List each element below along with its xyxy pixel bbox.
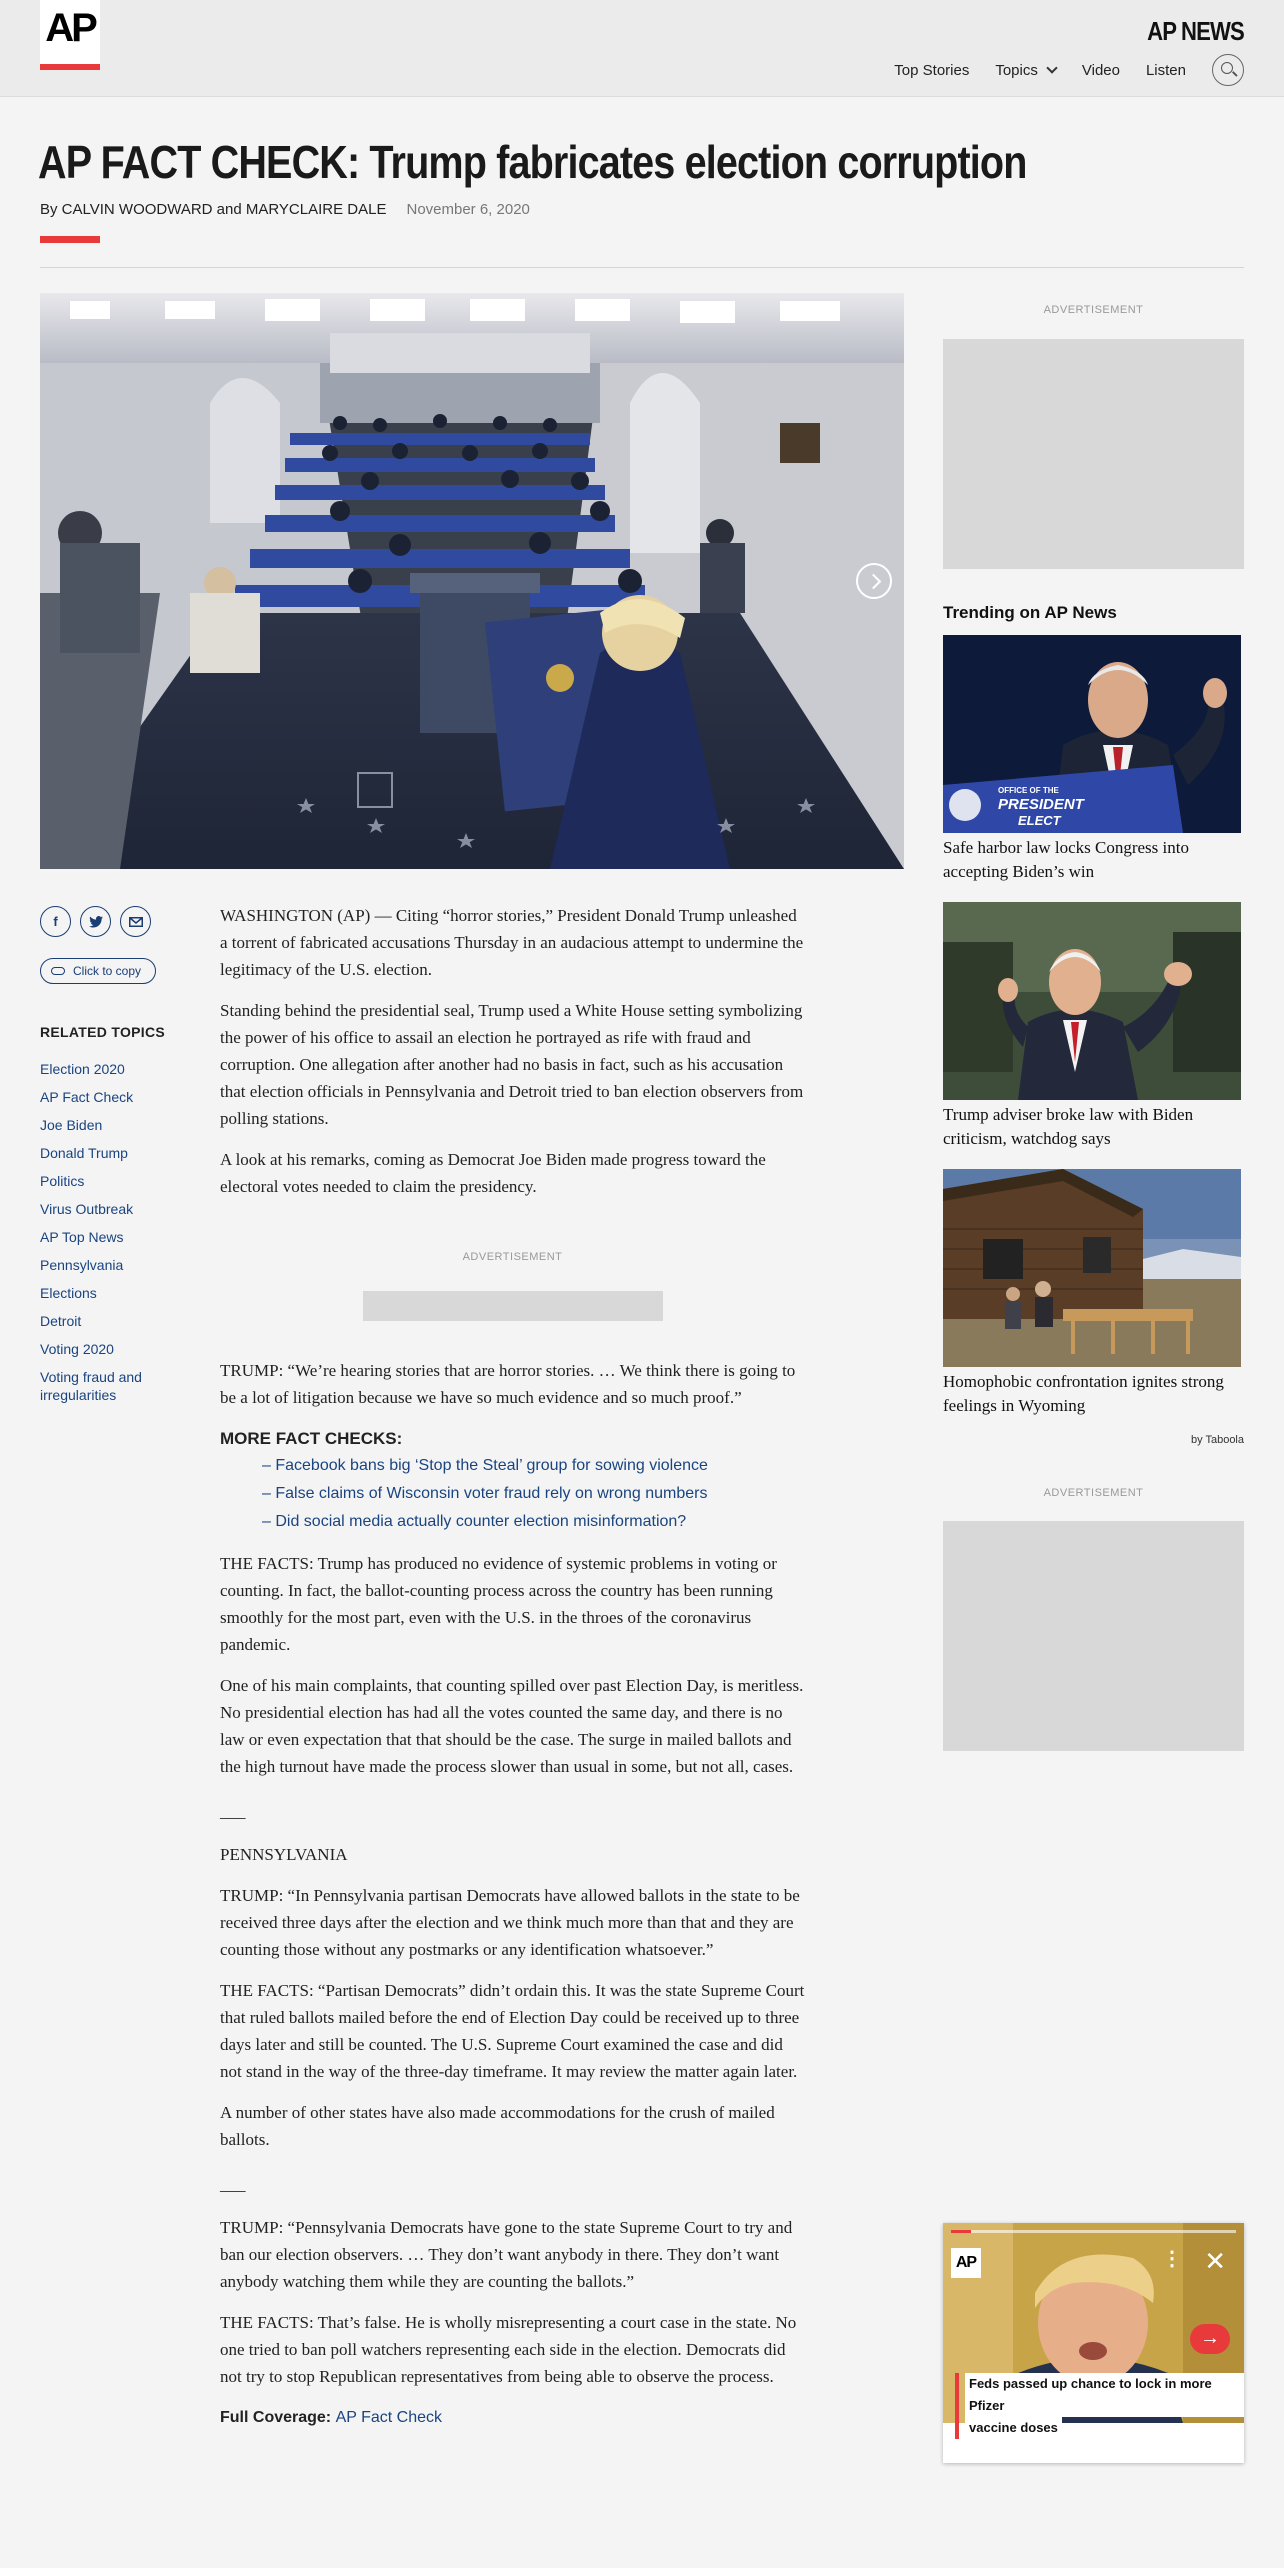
facebook-icon[interactable]: f [40,906,71,937]
logo-red-bar [40,64,100,70]
podium-text-office: OFFICE OF THE [998,786,1059,795]
full-coverage-label: Full Coverage: [220,2409,332,2426]
full-coverage-link[interactable]: AP Fact Check [335,2409,443,2426]
video-frame[interactable] [943,2223,1244,2435]
biden-photo [943,635,1241,833]
podium-text-president: PRESIDENT [998,796,1084,813]
wyoming-photo [943,1169,1241,1367]
video-caption-line: vaccine doses [965,2417,1062,2439]
floating-video-player[interactable] [943,2223,1244,2463]
section-separator: ___ [220,2175,246,2194]
section-separator: ___ [220,1802,246,1821]
article-body [220,902,805,2431]
header-divider [40,267,1244,268]
nav-top-stories[interactable]: Top Stories [894,61,970,79]
next-video-arrow-icon[interactable]: → [1190,2324,1230,2354]
trending-headline[interactable]: Homophobic confrontation ignites strong feelings in Wyoming [943,1372,1224,1415]
byline [40,201,530,218]
fact-check-link[interactable]: – False claims of Wisconsin voter fraud rely on wrong numbers [262,1485,708,1502]
ap-logo[interactable] [40,0,100,70]
more-options-icon[interactable]: ⋮ [1162,2248,1182,2270]
full-coverage [220,2404,805,2431]
facts-paragraph: THE FACTS: That’s false. He is wholly misrepresenting a court case in the state. No one tried to ban poll watchers representing each side in the election. Democrats did not try to stop Republican representatives from being able to observe the process. [220,2313,797,2386]
close-icon[interactable]: ✕ [1204,2246,1226,2276]
trending-image-navarro[interactable] [943,902,1241,1100]
next-image-button[interactable] [856,563,892,599]
related-topic-link[interactable]: Virus Outbreak [40,1201,134,1217]
publish-date: November 6, 2020 [406,201,530,218]
byline-authors: By CALVIN WOODWARD and MARYCLAIRE DALE [40,201,387,218]
article-headline: AP FACT CHECK: Trump fabricates election corruption [38,136,1027,188]
nav-topics-label: Topics [995,61,1038,79]
paragraph: Standing behind the presidential seal, Trump used a White House setting symbolizing the power of his office to assail an election he portrayed as rife with fraud and corruption. One allegation after another had no basis in fact, such as his accusation that election officials in Pennsylvania and Detroit tried to ban election observers from polling stations. [220,1001,804,1128]
video-caption-line: Feds passed up chance to lock in more Pfizer [965,2373,1244,2417]
copy-label: Click to copy [73,964,142,978]
facts-paragraph: THE FACTS: “Partisan Democrats” didn’t ordain this. It was the state Supreme Court that ruled ballots mailed before the end of Election Day could be received up to three days later and still be counted. The U.S. Supreme Court examined the case and did not stand in the way of the three-day timeframe. It may review the matter again later. [220,1981,805,2081]
related-topic-link[interactable]: Pennsylvania [40,1257,124,1273]
related-topic-link[interactable]: Election 2020 [40,1061,125,1077]
sidebar-ad-label: ADVERTISEMENT [1043,1487,1144,1499]
search-icon[interactable] [1212,54,1244,86]
related-topic-link[interactable]: AP Fact Check [40,1089,134,1105]
related-topic-link[interactable]: Voting 2020 [40,1341,114,1357]
paragraph: One of his main complaints, that counting spilled over past Election Day, is meritless. No presidential election has had all the votes counted the same day, and there is no law or even expectation that that should be the case. The surge in mailed ballots and the high turnout have made the process slower than usual in some, but not all, cases. [220,1676,804,1776]
share-buttons [40,906,160,937]
inline-ad-label: ADVERTISEMENT [462,1251,563,1263]
link-icon [51,967,65,975]
trump-quote: TRUMP: “We’re hearing stories that are horror stories. … We think there is going to be a lot of litigation because we have so much evidence and so much proof.” [220,1361,796,1407]
related-topic-link[interactable]: AP Top News [40,1229,124,1245]
video-progress-bar[interactable] [951,2230,1236,2233]
fact-check-link[interactable]: – Facebook bans big ‘Stop the Steal’ group for sowing violence [262,1457,708,1474]
trending-image-biden[interactable] [943,635,1241,833]
navarro-photo [943,902,1241,1100]
site-header [0,0,1284,97]
video-caption [955,2373,1244,2439]
sidebar-ad[interactable] [943,1521,1244,1751]
facts-paragraph: THE FACTS: Trump has produced no evidence of systemic problems in voting or counting. In fact, the ballot-counting process across the country has been running smoothly for the most part, even with the U.S. in the throes of the coronavirus pandemic. [220,1554,777,1654]
related-topic-link[interactable]: Donald Trump [40,1145,128,1161]
sidebar-ad[interactable] [943,339,1244,569]
spacer [220,1214,805,1244]
section-heading: PENNSYLVANIA [220,1845,348,1864]
more-fact-checks-list [220,1452,805,1536]
inline-ad[interactable] [363,1291,663,1321]
podium-text-elect: ELECT [1018,813,1061,828]
main-nav [868,55,1244,85]
related-topics-title: RELATED TOPICS [40,1024,166,1040]
trending-image-wyoming[interactable] [943,1169,1241,1367]
ap-video-logo: AP [951,2248,981,2278]
related-topic-link[interactable]: Joe Biden [40,1117,103,1133]
twitter-icon[interactable] [80,906,111,937]
nav-video[interactable]: Video [1081,61,1120,79]
press-room-photo [40,293,904,869]
trending-headline[interactable]: Safe harbor law locks Congress into accepting Biden’s win [943,838,1189,881]
logo-text: AP [45,6,95,50]
related-topic-link[interactable]: Elections [40,1285,97,1301]
fact-check-link[interactable]: – Did social media actually counter election misinformation? [262,1513,687,1530]
headline-accent-bar [40,236,100,243]
paragraph: A look at his remarks, coming as Democrat Joe Biden made progress toward the electoral votes needed to claim the presidency. [220,1150,766,1196]
paragraph: WASHINGTON (AP) — Citing “horror stories,” President Donald Trump unleashed a torrent of fabricated accusations Thursday in an audacious attempt to undermine the legitimacy of the U.S. election. [220,906,804,979]
paragraph: A number of other states have also made accommodations for the crush of mailed ballots. [220,2103,775,2149]
related-topics-list [40,1060,170,1414]
hero-photo[interactable] [40,293,904,869]
related-topic-link[interactable]: Voting fraud and irregularities [40,1369,142,1403]
trump-quote: TRUMP: “In Pennsylvania partisan Democrats have allowed ballots in the state to be received three days after the election and we think much more than that and they are counting those without any postmarks or any identification whatsoever.” [220,1886,800,1959]
chevron-down-icon [1046,62,1057,73]
copy-link-button[interactable] [40,958,156,984]
trending-title: Trending on AP News [943,603,1117,622]
site-name[interactable]: AP NEWS [1147,16,1244,46]
nav-topics[interactable] [995,62,1056,79]
more-fact-checks-title: MORE FACT CHECKS: [220,1429,403,1448]
taboola-credit[interactable]: by Taboola [1190,1434,1244,1446]
related-topic-link[interactable]: Politics [40,1173,85,1189]
trump-quote: TRUMP: “Pennsylvania Democrats have gone to the state Supreme Court to try and ban our election observers. … They don’t want anybody in there. They don’t want anybody watching them while they are counting the ballots.” [220,2218,793,2291]
trending-headline[interactable]: Trump adviser broke law with Biden criticism, watchdog says [943,1105,1194,1148]
email-icon[interactable] [120,906,151,937]
sidebar-ad-label: ADVERTISEMENT [1043,304,1144,316]
nav-listen[interactable]: Listen [1145,61,1186,79]
related-topic-link[interactable]: Detroit [40,1313,82,1329]
